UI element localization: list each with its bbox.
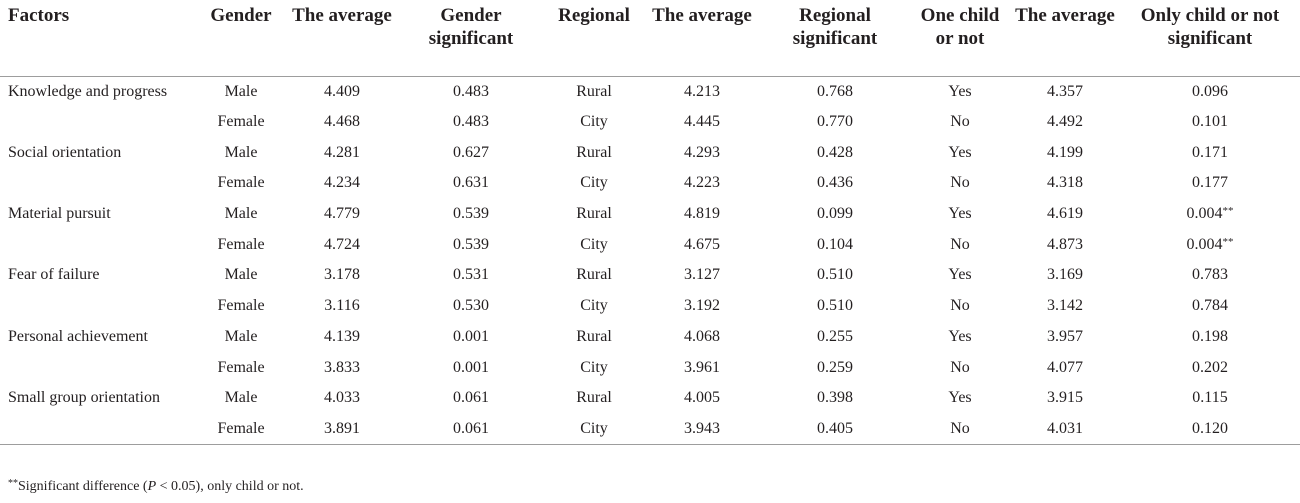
- header-cell: Factors: [8, 5, 70, 26]
- gender-significant-cell-text: 0.539: [453, 235, 489, 253]
- gender-cell-text: Male: [224, 266, 258, 284]
- one-child-average-cell-text: 4.492: [1047, 113, 1083, 131]
- table-row: [0, 322, 1300, 353]
- regional-significant-cell: [760, 322, 910, 353]
- regional-average-cell: [644, 383, 760, 414]
- table-row: [0, 260, 1300, 291]
- regional-significant-cell-text: 0.104: [817, 235, 853, 253]
- one-child-average-cell: [1010, 352, 1120, 383]
- header-cell: Regional: [558, 5, 630, 26]
- gender-average-cell: [286, 291, 398, 322]
- one-child-average-cell-text: 3.142: [1047, 297, 1083, 315]
- one-child-average-cell-text: 4.873: [1047, 235, 1083, 253]
- regional-significant-cell-text: 0.428: [817, 143, 853, 161]
- regional-cell: [544, 383, 644, 414]
- table-row: [0, 229, 1300, 260]
- gender-cell: [196, 352, 286, 383]
- one-child-cell: [910, 229, 1010, 260]
- one-child-significant-cell-text: 0.171: [1192, 143, 1228, 161]
- one-child-cell: [910, 137, 1010, 168]
- regional-cell: [544, 199, 644, 230]
- regional-cell-text: City: [580, 297, 608, 315]
- gender-cell-text: Female: [217, 358, 265, 376]
- gender-average-cell-text: 4.033: [324, 389, 360, 407]
- gender-average-cell: [286, 229, 398, 260]
- one-child-cell-text: Yes: [948, 389, 972, 407]
- gender-significant-cell: [398, 76, 544, 107]
- one-child-cell-text: No: [950, 235, 970, 253]
- factor-cell: [0, 229, 196, 260]
- footnote-stars: **: [8, 478, 18, 489]
- regional-average-cell-text: 4.068: [684, 327, 720, 345]
- gender-average-cell-text: 3.891: [324, 419, 360, 437]
- header-cell: One child or not: [920, 5, 1000, 49]
- gender-significant-cell: [398, 107, 544, 138]
- gender-cell: [196, 76, 286, 107]
- regional-significant-cell-text: 0.510: [817, 297, 853, 315]
- table-row: [0, 107, 1300, 138]
- one-child-significant-cell: [1120, 352, 1300, 383]
- gender-cell-text: Male: [224, 82, 258, 100]
- one-child-significant-cell-text: 0.783: [1192, 266, 1228, 284]
- gender-cell: [196, 414, 286, 445]
- footnote: [8, 478, 304, 495]
- gender-significant-cell-text: 0.483: [453, 113, 489, 131]
- one-child-average-cell-text: 4.077: [1047, 358, 1083, 376]
- header-cell: Gender significant: [428, 5, 514, 49]
- factor-cell-text: Material pursuit: [8, 205, 111, 223]
- regional-significant-cell: [760, 229, 910, 260]
- gender-average-cell: [286, 383, 398, 414]
- one-child-average-cell: [1010, 291, 1120, 322]
- one-child-cell: [910, 291, 1010, 322]
- regional-cell-text: Rural: [576, 205, 612, 223]
- regional-cell: [544, 291, 644, 322]
- table-row: [0, 199, 1300, 230]
- regional-cell: [544, 352, 644, 383]
- regional-average-cell-text: 3.943: [684, 419, 720, 437]
- one-child-significant-cell: [1120, 383, 1300, 414]
- gender-cell-text: Male: [224, 143, 258, 161]
- factor-cell: [0, 107, 196, 138]
- one-child-average-cell: [1010, 76, 1120, 107]
- regional-cell: [544, 414, 644, 445]
- one-child-significant-cell-text: 0.202: [1192, 358, 1228, 376]
- one-child-average-cell: [1010, 322, 1120, 353]
- one-child-average-cell: [1010, 199, 1120, 230]
- factor-cell: [0, 352, 196, 383]
- header-cell: Gender: [210, 5, 272, 26]
- one-child-average-cell: [1010, 229, 1120, 260]
- regional-average-cell-text: 4.005: [684, 389, 720, 407]
- one-child-cell: [910, 322, 1010, 353]
- regional-significant-cell-text: 0.768: [817, 82, 853, 100]
- one-child-significant-cell: [1120, 260, 1300, 291]
- regional-cell: [544, 229, 644, 260]
- gender-cell: [196, 383, 286, 414]
- factor-cell: [0, 76, 196, 107]
- regional-significant-cell-text: 0.405: [817, 419, 853, 437]
- gender-significant-cell: [398, 352, 544, 383]
- gender-average-cell: [286, 107, 398, 138]
- significance-mark: **: [1222, 205, 1234, 218]
- regional-significant-cell-text: 0.255: [817, 327, 853, 345]
- gender-average-cell: [286, 137, 398, 168]
- regional-significant-cell-text: 0.436: [817, 174, 853, 192]
- one-child-significant-cell-text: 0.120: [1192, 419, 1228, 437]
- gender-cell-text: Female: [217, 113, 265, 131]
- table-row: [0, 352, 1300, 383]
- regional-average-cell: [644, 322, 760, 353]
- regional-cell-text: City: [580, 174, 608, 192]
- regional-average-cell: [644, 168, 760, 199]
- one-child-cell-text: No: [950, 358, 970, 376]
- one-child-average-cell-text: 4.619: [1047, 205, 1083, 223]
- one-child-cell-text: No: [950, 113, 970, 131]
- factor-cell-text: Knowledge and progress: [8, 82, 168, 100]
- gender-significant-cell-text: 0.627: [453, 143, 489, 161]
- one-child-average-cell-text: 4.318: [1047, 174, 1083, 192]
- gender-cell: [196, 291, 286, 322]
- regional-significant-cell: [760, 199, 910, 230]
- one-child-significant-cell: [1120, 199, 1300, 230]
- one-child-cell: [910, 199, 1010, 230]
- table-row: [0, 383, 1300, 414]
- gender-cell-text: Male: [224, 327, 258, 345]
- one-child-average-cell-text: 4.031: [1047, 419, 1083, 437]
- one-child-average-cell: [1010, 107, 1120, 138]
- one-child-average-cell-text: 3.957: [1047, 327, 1083, 345]
- gender-cell: [196, 260, 286, 291]
- footnote-text-before: Significant difference (: [18, 479, 148, 494]
- table-row: [0, 137, 1300, 168]
- gender-average-cell: [286, 322, 398, 353]
- gender-significant-cell: [398, 229, 544, 260]
- regional-average-cell: [644, 76, 760, 107]
- one-child-significant-cell-text: 0.177: [1192, 174, 1228, 192]
- gender-significant-cell-text: 0.061: [453, 389, 489, 407]
- regional-significant-cell: [760, 168, 910, 199]
- one-child-significant-cell-text: 0.784: [1192, 297, 1228, 315]
- gender-significant-cell: [398, 291, 544, 322]
- one-child-cell: [910, 76, 1010, 107]
- one-child-average-cell: [1010, 168, 1120, 199]
- gender-average-cell: [286, 199, 398, 230]
- gender-cell-text: Female: [217, 419, 265, 437]
- gender-significant-cell-text: 0.530: [453, 297, 489, 315]
- gender-average-cell: [286, 352, 398, 383]
- one-child-average-cell-text: 4.357: [1047, 82, 1083, 100]
- factor-cell-text: Fear of failure: [8, 266, 100, 284]
- gender-cell-text: Female: [217, 297, 265, 315]
- regional-significant-cell: [760, 414, 910, 445]
- regional-average-cell: [644, 107, 760, 138]
- factor-cell: [0, 260, 196, 291]
- regional-average-cell: [644, 199, 760, 230]
- regional-average-cell-text: 4.213: [684, 82, 720, 100]
- gender-average-cell-text: 4.281: [324, 143, 360, 161]
- header-cell: The average: [652, 5, 752, 26]
- one-child-cell: [910, 260, 1010, 291]
- gender-average-cell: [286, 76, 398, 107]
- one-child-significant-cell: [1120, 322, 1300, 353]
- regional-cell: [544, 137, 644, 168]
- regional-cell-text: Rural: [576, 266, 612, 284]
- gender-significant-cell-text: 0.061: [453, 419, 489, 437]
- regional-average-cell: [644, 352, 760, 383]
- regional-average-cell: [644, 137, 760, 168]
- one-child-cell-text: No: [950, 297, 970, 315]
- factor-cell-text: Social orientation: [8, 143, 122, 161]
- gender-cell: [196, 229, 286, 260]
- regional-cell-text: Rural: [576, 389, 612, 407]
- regional-cell: [544, 322, 644, 353]
- gender-significant-cell: [398, 137, 544, 168]
- regional-average-cell-text: 4.675: [684, 235, 720, 253]
- one-child-average-cell-text: 3.915: [1047, 389, 1083, 407]
- gender-average-cell: [286, 260, 398, 291]
- footnote-p-symbol: P: [147, 479, 157, 494]
- one-child-average-cell: [1010, 137, 1120, 168]
- gender-significant-cell-text: 0.001: [453, 327, 489, 345]
- one-child-average-cell: [1010, 260, 1120, 291]
- regional-cell: [544, 168, 644, 199]
- regional-significant-cell: [760, 107, 910, 138]
- one-child-significant-cell: [1120, 168, 1300, 199]
- gender-average-cell-text: 4.724: [324, 235, 360, 253]
- one-child-significant-cell: [1120, 229, 1300, 260]
- footnote-text-after: < 0.05), only child or not.: [156, 479, 304, 494]
- one-child-significant-cell: [1120, 291, 1300, 322]
- one-child-average-cell-text: 4.199: [1047, 143, 1083, 161]
- regional-cell: [544, 76, 644, 107]
- one-child-average-cell-text: 3.169: [1047, 266, 1083, 284]
- gender-significant-cell: [398, 260, 544, 291]
- table-row: [0, 414, 1300, 445]
- regional-cell-text: City: [580, 235, 608, 253]
- one-child-cell-text: No: [950, 174, 970, 192]
- one-child-cell: [910, 107, 1010, 138]
- factor-cell: [0, 199, 196, 230]
- header-cell: The average: [1015, 5, 1115, 26]
- regional-significant-cell: [760, 352, 910, 383]
- regional-cell-text: Rural: [576, 143, 612, 161]
- regional-cell: [544, 260, 644, 291]
- factor-cell: [0, 291, 196, 322]
- gender-cell: [196, 199, 286, 230]
- gender-average-cell-text: 4.409: [324, 82, 360, 100]
- regional-significant-cell-text: 0.398: [817, 389, 853, 407]
- table-row: [0, 291, 1300, 322]
- one-child-average-cell: [1010, 383, 1120, 414]
- regional-significant-cell: [760, 291, 910, 322]
- regional-cell-text: Rural: [576, 82, 612, 100]
- one-child-cell-text: Yes: [948, 327, 972, 345]
- one-child-significant-cell-text: 0.198: [1192, 327, 1228, 345]
- header-cell: The average: [292, 5, 392, 26]
- significance-mark: **: [1222, 235, 1234, 248]
- gender-cell-text: Male: [224, 205, 258, 223]
- regional-significant-cell-text: 0.770: [817, 113, 853, 131]
- gender-average-cell: [286, 414, 398, 445]
- one-child-cell: [910, 414, 1010, 445]
- factor-cell: [0, 414, 196, 445]
- gender-average-cell-text: 4.468: [324, 113, 360, 131]
- one-child-significant-cell-text: 0.101: [1192, 113, 1228, 131]
- one-child-significant-cell: [1120, 414, 1300, 445]
- one-child-cell-text: Yes: [948, 143, 972, 161]
- gender-cell: [196, 168, 286, 199]
- regional-significant-cell-text: 0.510: [817, 266, 853, 284]
- regional-average-cell: [644, 414, 760, 445]
- gender-average-cell-text: 4.139: [324, 327, 360, 345]
- gender-cell: [196, 107, 286, 138]
- regional-average-cell-text: 4.223: [684, 174, 720, 192]
- one-child-significant-cell-text: 0.096: [1192, 82, 1228, 100]
- gender-average-cell-text: 3.178: [324, 266, 360, 284]
- gender-significant-cell: [398, 383, 544, 414]
- one-child-cell: [910, 168, 1010, 199]
- gender-average-cell-text: 3.833: [324, 358, 360, 376]
- one-child-cell: [910, 383, 1010, 414]
- gender-average-cell-text: 4.779: [324, 205, 360, 223]
- gender-significant-cell: [398, 199, 544, 230]
- gender-cell-text: Female: [217, 174, 265, 192]
- gender-significant-cell-text: 0.001: [453, 358, 489, 376]
- regional-average-cell: [644, 229, 760, 260]
- regional-average-cell-text: 3.961: [684, 358, 720, 376]
- header-cell: Regional significant: [792, 5, 878, 49]
- table-row: [0, 76, 1300, 107]
- gender-cell: [196, 137, 286, 168]
- regional-average-cell-text: 3.192: [684, 297, 720, 315]
- one-child-significant-cell: [1120, 76, 1300, 107]
- one-child-cell-text: Yes: [948, 266, 972, 284]
- gender-cell-text: Male: [224, 389, 258, 407]
- gender-significant-cell: [398, 414, 544, 445]
- table-body: [0, 76, 1300, 444]
- factor-cell-text: Personal achievement: [8, 327, 148, 345]
- one-child-significant-cell-text: 0.004: [1186, 235, 1223, 253]
- factor-cell: [0, 383, 196, 414]
- regional-significant-cell: [760, 260, 910, 291]
- factor-cell: [0, 137, 196, 168]
- gender-significant-cell-text: 0.483: [453, 82, 489, 100]
- factor-cell: [0, 168, 196, 199]
- header-cell: Only child or not significant: [1140, 5, 1280, 49]
- regional-average-cell-text: 4.293: [684, 143, 720, 161]
- gender-average-cell-text: 3.116: [324, 297, 360, 315]
- one-child-average-cell: [1010, 414, 1120, 445]
- one-child-significant-cell-text: 0.115: [1192, 389, 1228, 407]
- gender-significant-cell-text: 0.531: [453, 266, 489, 284]
- table-header-row: [0, 0, 1300, 76]
- gender-average-cell: [286, 168, 398, 199]
- one-child-cell-text: Yes: [948, 82, 972, 100]
- regional-cell-text: City: [580, 358, 608, 376]
- gender-significant-cell-text: 0.631: [453, 174, 489, 192]
- regional-average-cell-text: 4.819: [684, 205, 720, 223]
- regional-average-cell-text: 3.127: [684, 266, 720, 284]
- one-child-significant-cell: [1120, 107, 1300, 138]
- regional-significant-cell-text: 0.099: [817, 205, 853, 223]
- regional-average-cell: [644, 291, 760, 322]
- regional-cell-text: City: [580, 113, 608, 131]
- factor-cell-text: Small group orientation: [8, 389, 160, 407]
- gender-cell: [196, 322, 286, 353]
- regional-significant-cell-text: 0.259: [817, 358, 853, 376]
- gender-significant-cell-text: 0.539: [453, 205, 489, 223]
- one-child-significant-cell-text: 0.004: [1186, 205, 1223, 223]
- one-child-cell-text: No: [950, 419, 970, 437]
- one-child-cell-text: Yes: [948, 205, 972, 223]
- regional-cell-text: City: [580, 419, 608, 437]
- table-row: [0, 168, 1300, 199]
- regional-average-cell: [644, 260, 760, 291]
- factor-cell: [0, 322, 196, 353]
- gender-average-cell-text: 4.234: [324, 174, 360, 192]
- regional-cell-text: Rural: [576, 327, 612, 345]
- gender-significant-cell: [398, 322, 544, 353]
- regional-average-cell-text: 4.445: [684, 113, 720, 131]
- one-child-cell: [910, 352, 1010, 383]
- gender-significant-cell: [398, 168, 544, 199]
- regional-significant-cell: [760, 137, 910, 168]
- one-child-significant-cell: [1120, 137, 1300, 168]
- regional-significant-cell: [760, 383, 910, 414]
- regional-significant-cell: [760, 76, 910, 107]
- gender-cell-text: Female: [217, 235, 265, 253]
- regional-cell: [544, 107, 644, 138]
